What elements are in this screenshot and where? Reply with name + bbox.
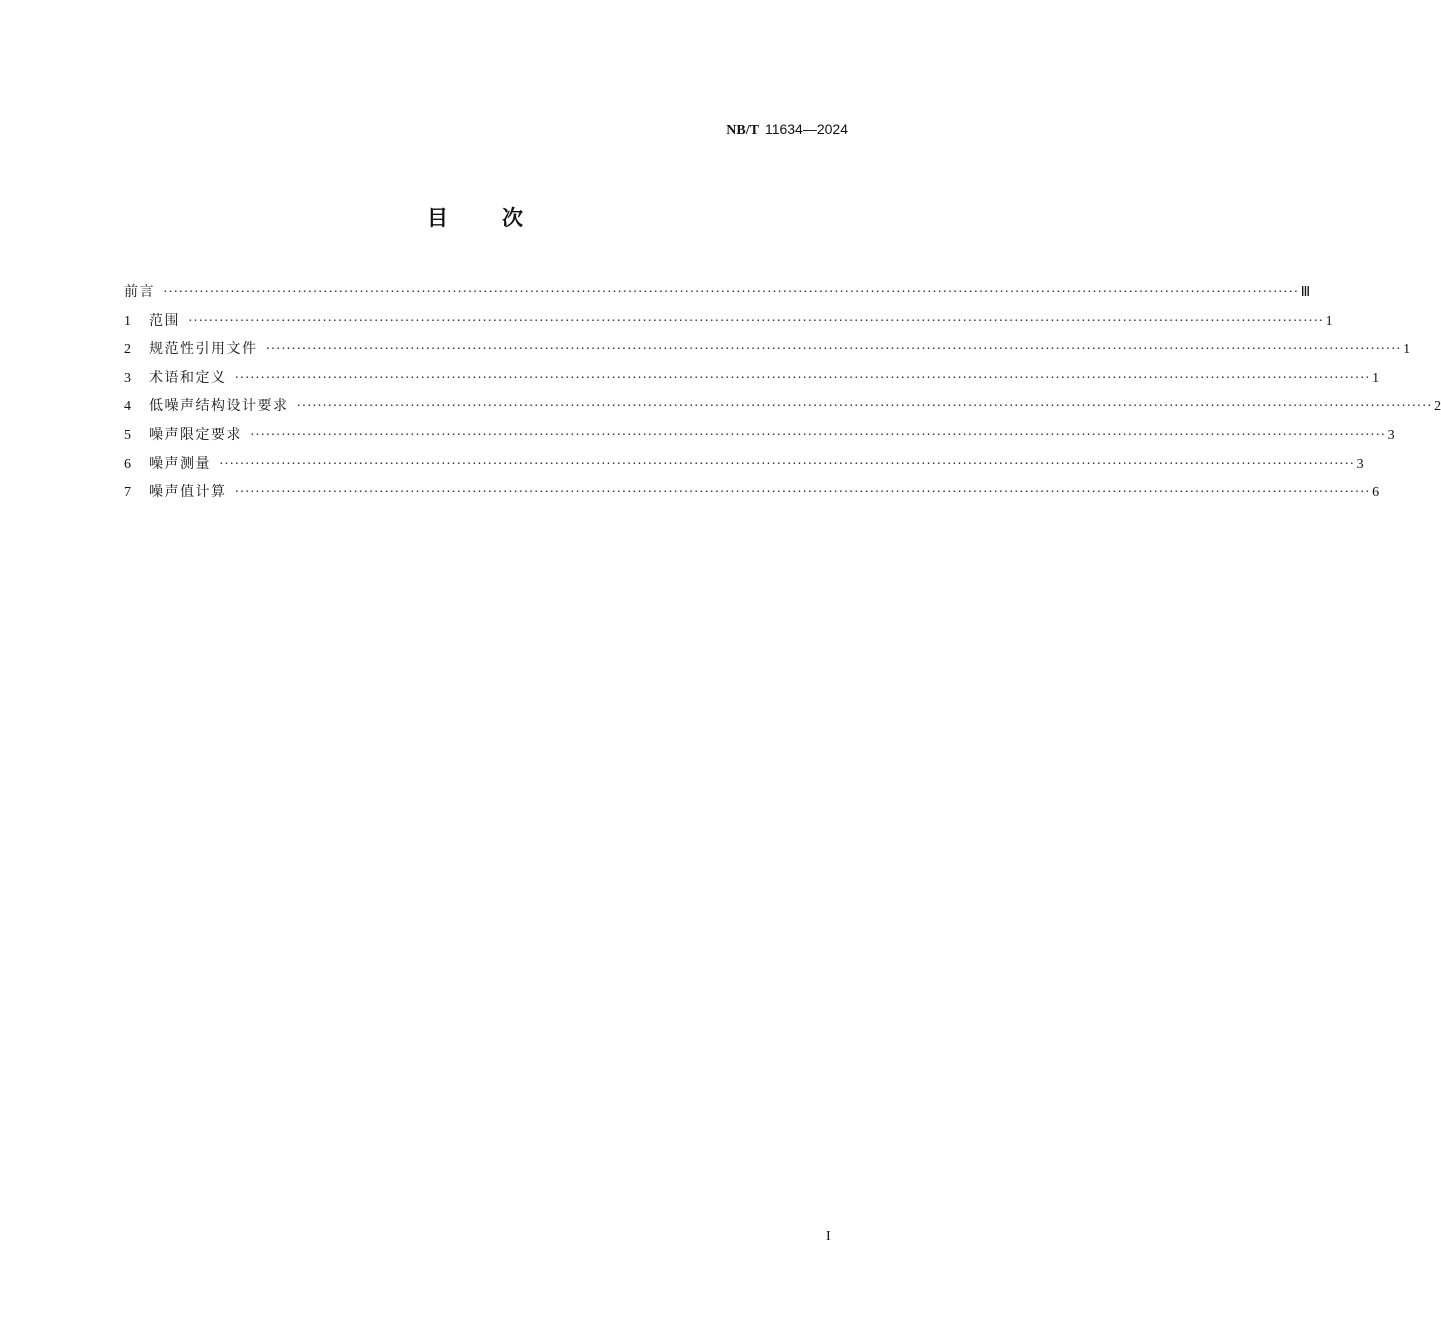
toc-title: 目次 bbox=[427, 206, 577, 230]
dot-leader: ···························································································································································································································· bbox=[234, 485, 1371, 501]
toc-entry-page: 1 bbox=[1325, 313, 1333, 329]
toc-entry-number: 3 bbox=[124, 370, 131, 386]
toc-entry-label: 范围 bbox=[149, 312, 180, 329]
toc-entry-number: 7 bbox=[124, 485, 131, 501]
toc-entry-page: 1 bbox=[1403, 342, 1411, 358]
toc-entry-number: 4 bbox=[124, 399, 131, 415]
toc-entry-noise-limits[interactable] bbox=[124, 424, 1395, 453]
toc-entry-page: 1 bbox=[1372, 370, 1380, 386]
dot-leader: ···························································································································································································································· bbox=[265, 342, 1402, 358]
toc-entry-number: 6 bbox=[124, 456, 131, 472]
toc-entry-scope[interactable] bbox=[124, 310, 1333, 339]
toc-entry-label: 规范性引用文件 bbox=[149, 341, 258, 358]
dot-leader: ···························································································································································································································· bbox=[234, 370, 1371, 386]
standard-number: 11634—2024 bbox=[764, 121, 848, 137]
toc-entry-label: 低噪声结构设计要求 bbox=[149, 398, 289, 415]
table-of-contents bbox=[124, 281, 1441, 510]
toc-entry-terms-definitions[interactable] bbox=[124, 367, 1380, 396]
dot-leader: ···························································································································································································································· bbox=[163, 285, 1299, 300]
page-number: I bbox=[826, 1229, 831, 1244]
toc-entry-number: 1 bbox=[124, 313, 131, 329]
toc-entry-low-noise-design[interactable] bbox=[124, 395, 1441, 424]
standard-code: NB/T bbox=[726, 123, 759, 138]
standard-header bbox=[726, 121, 848, 139]
toc-entry-label: 术语和定义 bbox=[149, 369, 227, 386]
toc-entry-label: 噪声值计算 bbox=[149, 484, 227, 501]
toc-entry-page: 6 bbox=[1372, 485, 1380, 501]
toc-entry-normative-references[interactable] bbox=[124, 338, 1411, 367]
dot-leader: ···························································································································································································································· bbox=[250, 427, 1386, 443]
toc-entry-number: 2 bbox=[124, 342, 131, 358]
toc-entry-page: 3 bbox=[1387, 427, 1395, 443]
toc-entry-page: 2 bbox=[1434, 399, 1441, 415]
toc-entry-label: 前言 bbox=[124, 284, 155, 300]
toc-entry-number: 5 bbox=[124, 427, 131, 443]
dot-leader: ···························································································································································································································· bbox=[219, 456, 1355, 472]
toc-entry-page: Ⅲ bbox=[1300, 285, 1311, 300]
toc-entry-label: 噪声限定要求 bbox=[149, 426, 242, 443]
toc-entry-noise-calculation[interactable] bbox=[124, 481, 1380, 510]
toc-entry-foreword[interactable] bbox=[124, 281, 1311, 310]
toc-entry-page: 3 bbox=[1356, 456, 1364, 472]
dot-leader: ···························································································································································································································· bbox=[296, 399, 1433, 415]
dot-leader: ···························································································································································································································· bbox=[188, 313, 1324, 329]
toc-entry-label: 噪声测量 bbox=[149, 455, 211, 472]
toc-entry-noise-measurement[interactable] bbox=[124, 453, 1364, 482]
